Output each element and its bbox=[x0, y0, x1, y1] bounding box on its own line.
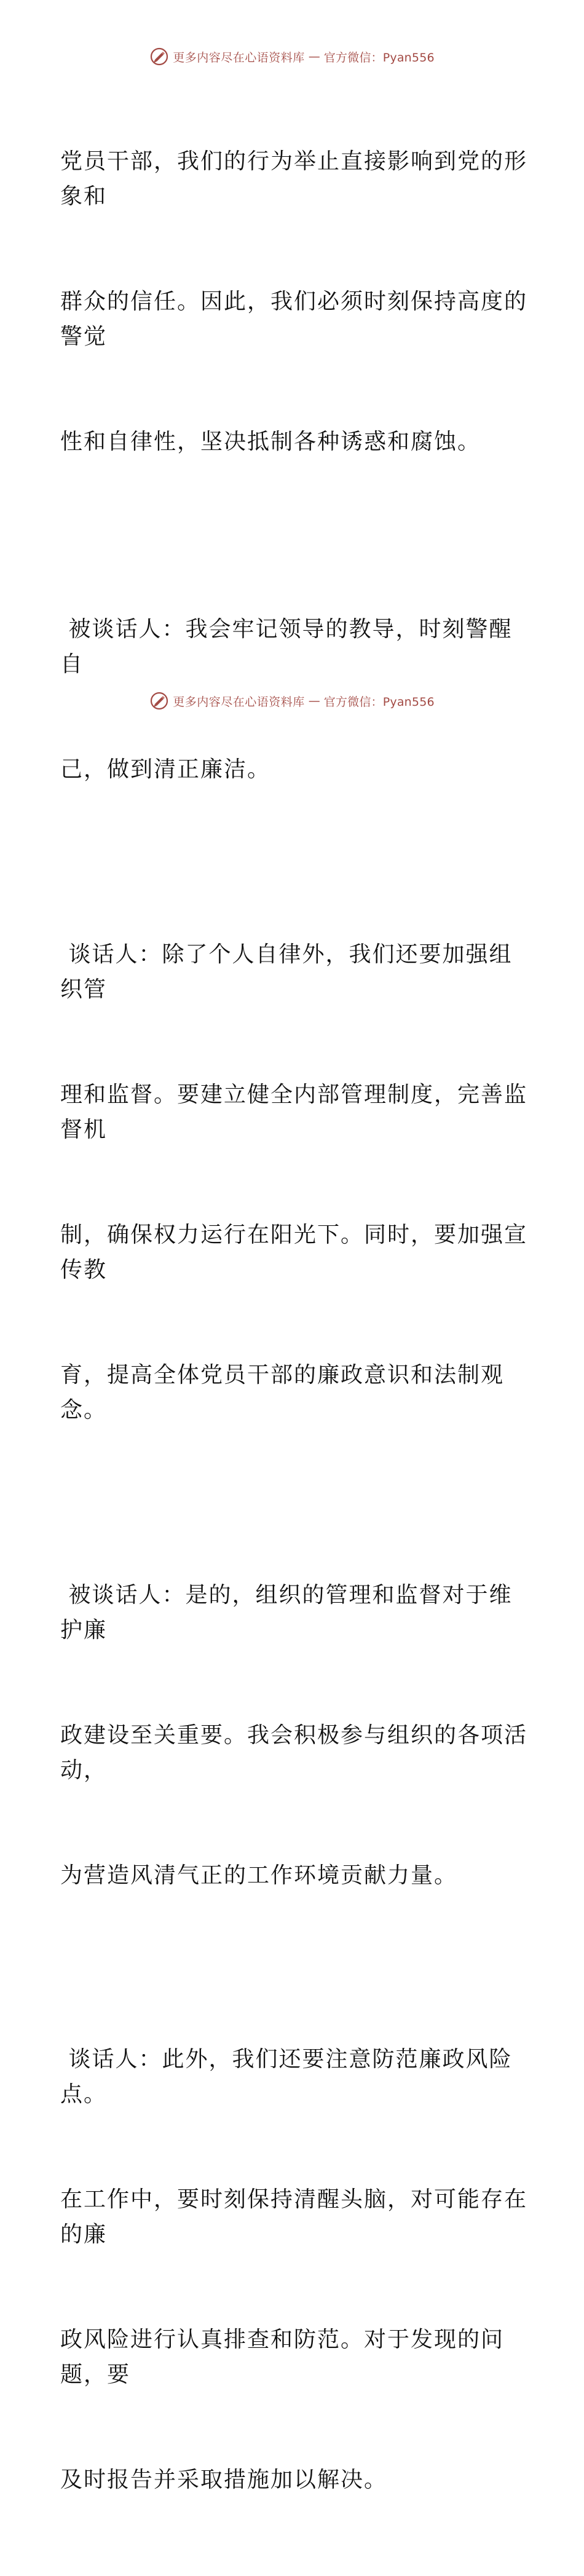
text-line: 政建设至关重要。我会积极参与组织的各项活动， bbox=[60, 1723, 528, 1783]
text-line: 育，提高全体党员干部的廉政意识和法制观念。 bbox=[60, 1362, 505, 1423]
text-line: 为营造风清气正的工作环境贡献力量。 bbox=[60, 1863, 458, 1888]
text-line: 在工作中，要时刻保持清醒头脑，对可能存在的廉 bbox=[60, 2187, 528, 2247]
paragraph bbox=[60, 1507, 527, 1963]
watermark-separator: — bbox=[308, 694, 320, 708]
text-line: 政风险进行认真排查和防范。对于发现的问题，要 bbox=[60, 2327, 505, 2387]
paragraph bbox=[60, 1972, 527, 2567]
text-line: 被谈话人：是的，组织的管理和监督对于维护廉 bbox=[60, 1582, 513, 1643]
pen-logo-icon bbox=[149, 47, 169, 66]
watermark-account: 官方微信：Pyan556 bbox=[323, 50, 435, 65]
text-line: 谈话人：除了个人自律外，我们还要加强组织管 bbox=[60, 942, 513, 1002]
text-line: 被谈话人：我会牢记领导的教导，时刻警醒自 bbox=[60, 617, 513, 677]
watermark-text: 更多内容尽在心语资料库 bbox=[173, 50, 305, 65]
text-line: 己，做到清正廉洁。 bbox=[60, 757, 271, 782]
text-line: 制，确保权力运行在阳光下。同时，要加强宣传教 bbox=[60, 1222, 528, 1282]
watermark-separator: — bbox=[308, 50, 320, 63]
text-line: 及时报告并采取措施加以解决。 bbox=[60, 2467, 388, 2492]
footer-watermark bbox=[0, 689, 584, 713]
text-line: 性和自律性，坚决抵制各种诱惑和腐蚀。 bbox=[60, 429, 481, 454]
text-line: 理和监督。要建立健全内部管理制度，完善监督机 bbox=[60, 1082, 528, 1142]
watermark-account: 官方微信：Pyan556 bbox=[323, 695, 435, 709]
document-body bbox=[60, 74, 527, 2576]
watermark-text: 更多内容尽在心语资料库 bbox=[173, 695, 305, 709]
text-line: 群众的信任。因此，我们必须时刻保持高度的警觉 bbox=[60, 289, 528, 349]
text-line: 谈话人：此外，我们还要注意防范廉政风险点。 bbox=[60, 2047, 513, 2107]
paragraph bbox=[60, 74, 527, 529]
header-watermark bbox=[0, 44, 584, 69]
text-line: 党员干部，我们的行为举止直接影响到党的形象和 bbox=[60, 149, 528, 209]
paragraph bbox=[60, 867, 527, 1498]
pen-logo-icon bbox=[149, 691, 169, 711]
